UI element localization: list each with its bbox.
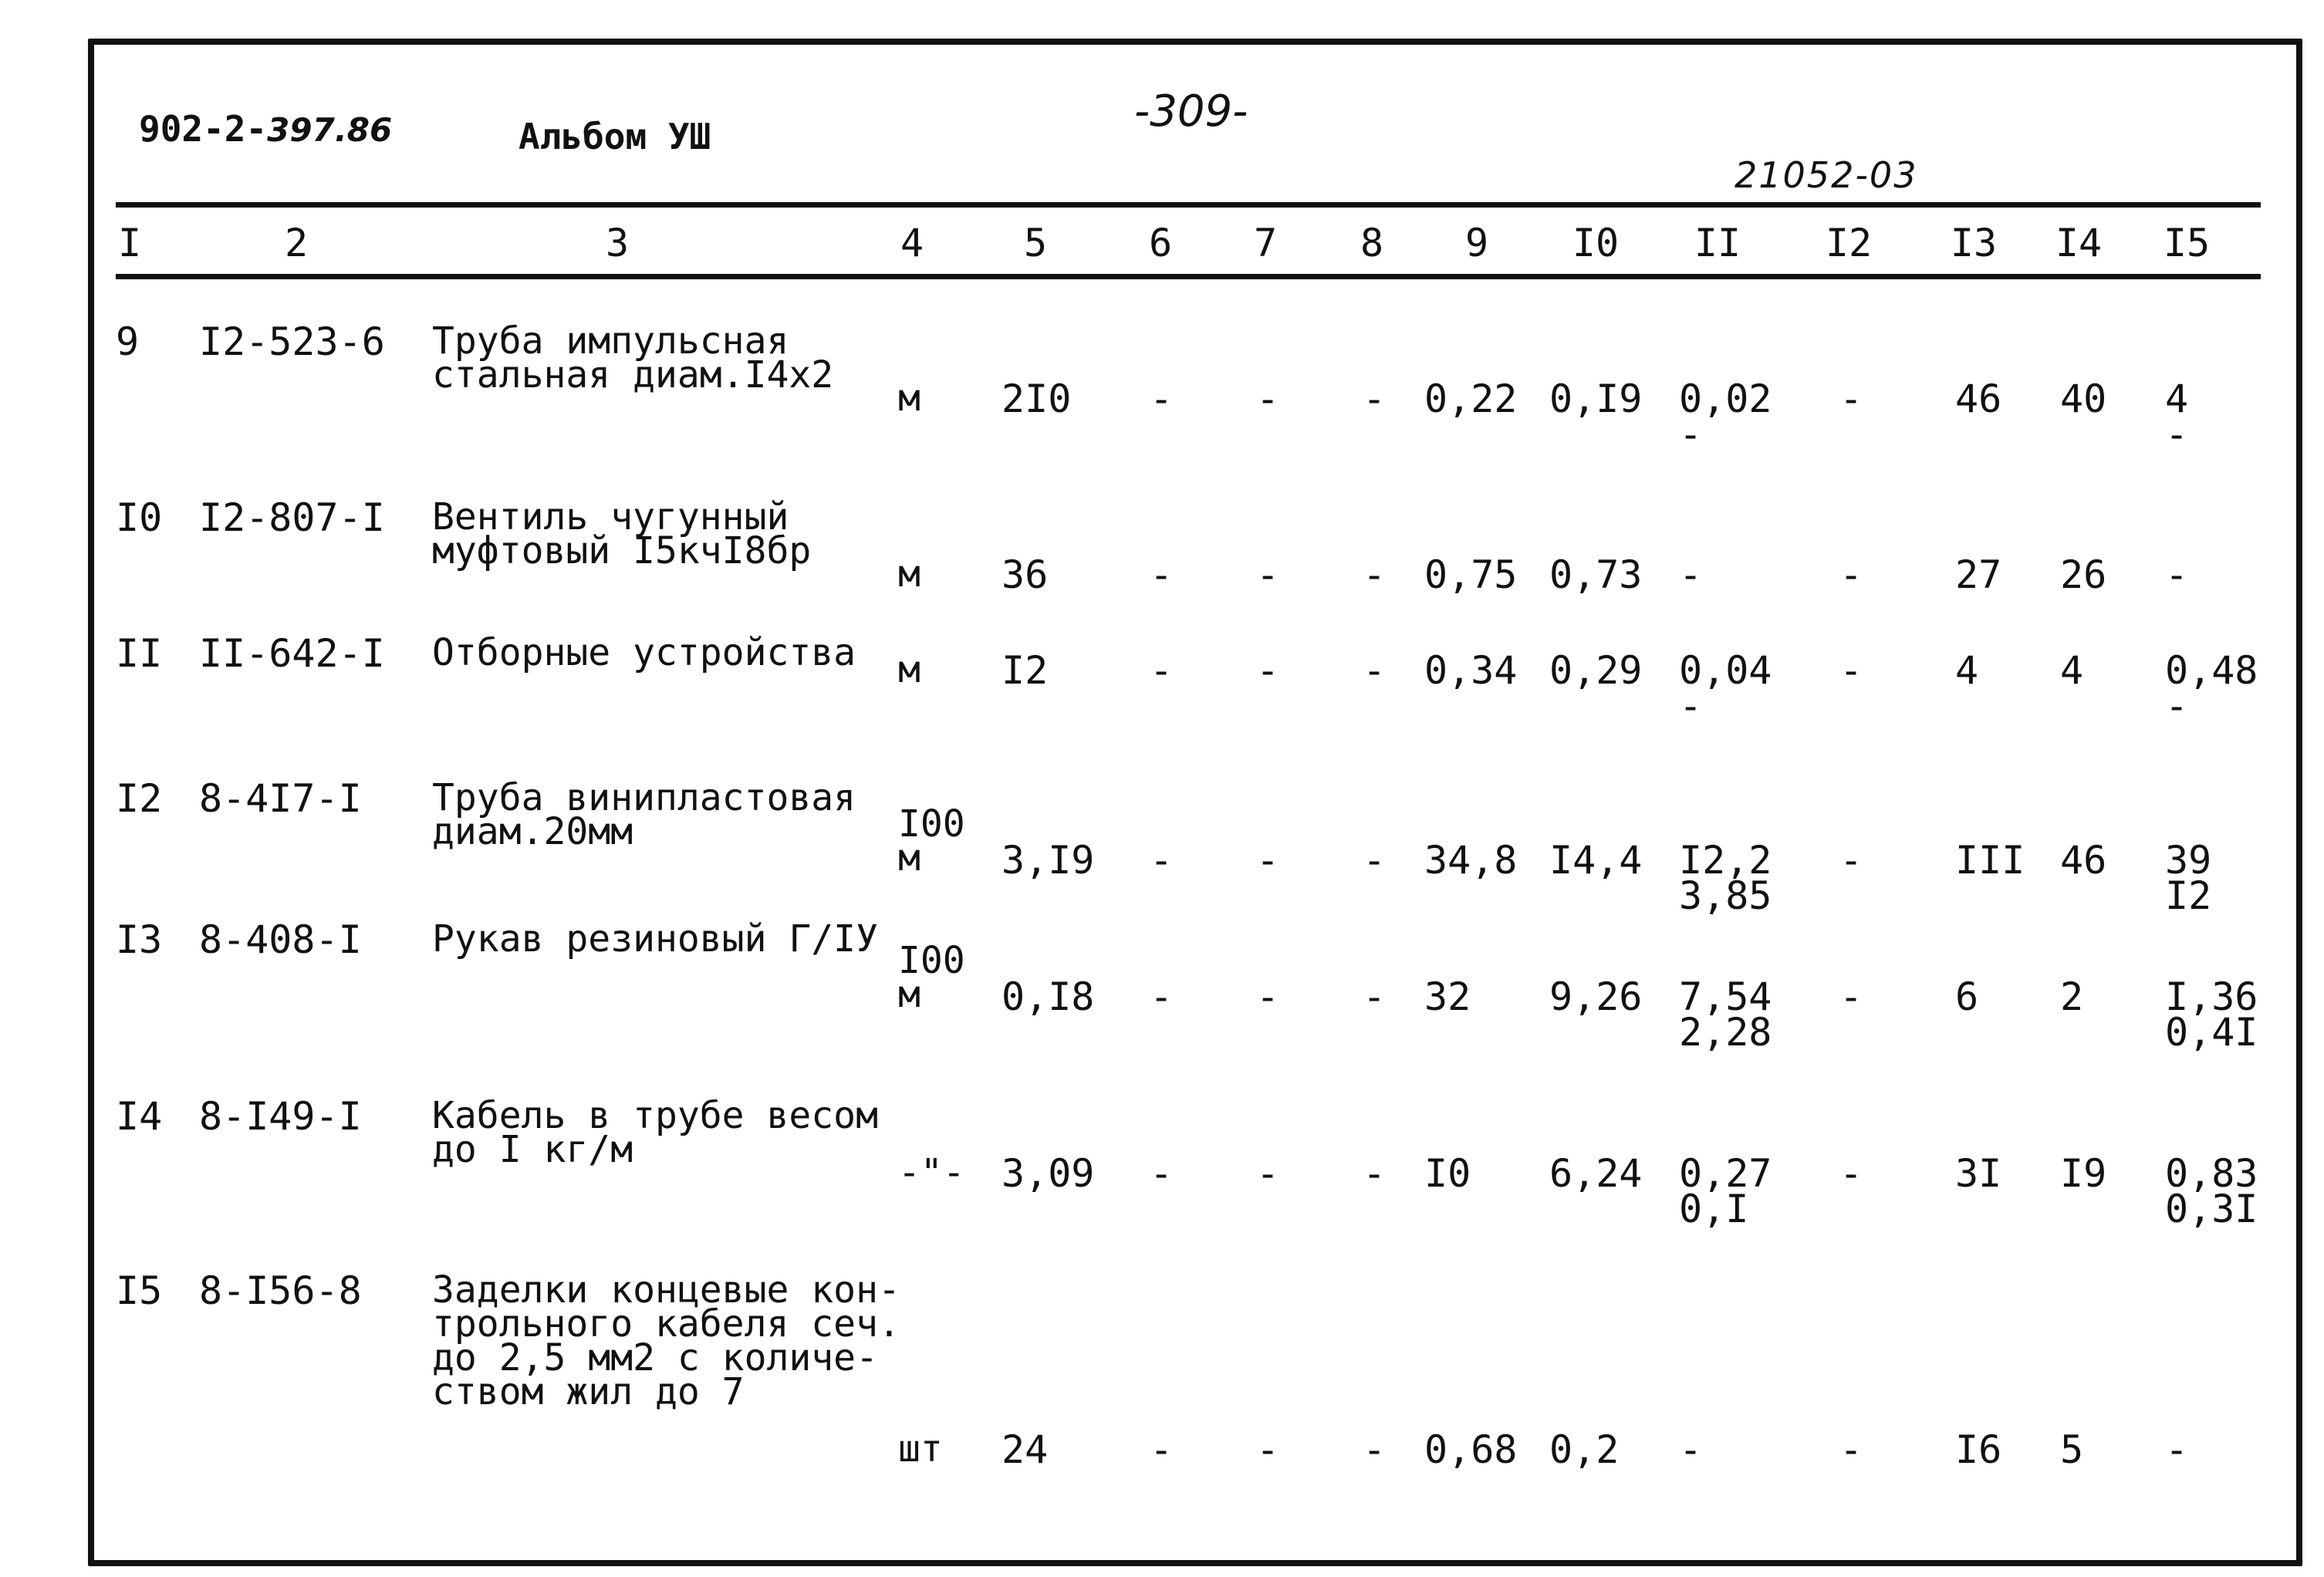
col-7: - xyxy=(1256,1427,1280,1472)
column-number-11: II xyxy=(1694,221,1741,265)
unit: -"- xyxy=(898,1151,965,1194)
col-14: 26 xyxy=(2060,552,2107,597)
col-12: - xyxy=(1839,974,1863,1019)
col-9: 0,34 xyxy=(1424,648,1518,693)
col-11 xyxy=(1679,1151,1772,1231)
col-12: - xyxy=(1839,838,1863,883)
work-description: Кабель в трубе весом до I кг/м xyxy=(432,1094,878,1171)
col-9: 32 xyxy=(1424,974,1471,1019)
col-11 xyxy=(1679,1427,1703,1472)
col-8: - xyxy=(1363,1151,1387,1196)
col-11-line-1: 0,04 xyxy=(1679,648,1772,693)
work-description: Труба импульсная стальная диам.I4x2 xyxy=(432,319,834,397)
col-9: 0,75 xyxy=(1424,552,1518,597)
col-6: - xyxy=(1150,974,1174,1019)
header-rule-bottom xyxy=(116,274,2261,279)
col-11-line-2: 2,28 xyxy=(1679,1010,1772,1055)
row-number: I5 xyxy=(116,1268,163,1313)
col-11-line-1: 7,54 xyxy=(1679,974,1772,1019)
rate-code: 8-4I7-I xyxy=(199,776,362,821)
column-number-1: I xyxy=(117,221,142,265)
col-9: I0 xyxy=(1424,1151,1471,1196)
quantity: 36 xyxy=(1002,552,1049,597)
col-6: - xyxy=(1150,1427,1174,1472)
col-7: - xyxy=(1256,974,1280,1019)
col-6: - xyxy=(1150,377,1174,421)
rate-code: II-642-I xyxy=(199,631,385,676)
col-8: - xyxy=(1363,552,1387,597)
header-rule-top xyxy=(116,202,2261,208)
column-number-5: 5 xyxy=(1023,221,1048,265)
col-11-line-1: - xyxy=(1679,552,1703,597)
col-12: - xyxy=(1839,1427,1863,1472)
col-15-line-2: 0,3I xyxy=(2165,1187,2258,1231)
unit: I00 м xyxy=(898,802,965,880)
document-code-handwritten: 397.86 xyxy=(267,111,393,149)
col-10: 9,26 xyxy=(1549,974,1643,1019)
col-15 xyxy=(2165,1151,2258,1231)
col-12: - xyxy=(1839,377,1863,421)
col-15-line-1: 4 xyxy=(2165,377,2189,421)
col-15-line-2: I2 xyxy=(2165,873,2212,918)
quantity: 3,09 xyxy=(1002,1151,1095,1196)
col-15 xyxy=(2165,552,2189,597)
col-7: - xyxy=(1256,377,1280,421)
page-number: -309- xyxy=(1134,86,1248,137)
col-7: - xyxy=(1256,838,1280,883)
col-14: 5 xyxy=(2060,1427,2084,1472)
col-15 xyxy=(2165,838,2212,918)
column-number-4: 4 xyxy=(900,221,924,265)
column-number-9: 9 xyxy=(1464,221,1489,265)
col-9: 0,68 xyxy=(1424,1427,1518,1472)
unit: I00 м xyxy=(898,939,965,1016)
unit: м xyxy=(898,648,920,691)
row-number: I2 xyxy=(116,776,163,821)
sheet-code: 21052-03 xyxy=(1735,154,1918,196)
col-13: 6 xyxy=(1955,974,1979,1019)
quantity: I2 xyxy=(1002,648,1049,693)
col-13: 3I xyxy=(1955,1151,2002,1196)
quantity: 3,I9 xyxy=(1002,838,1095,883)
col-14: 40 xyxy=(2060,377,2107,421)
col-15 xyxy=(2165,377,2189,457)
column-number-7: 7 xyxy=(1253,221,1278,265)
column-number-13: I3 xyxy=(1950,221,1998,265)
col-9: 0,22 xyxy=(1424,377,1518,421)
col-8: - xyxy=(1363,648,1387,693)
column-number-3: 3 xyxy=(605,221,630,265)
quantity: 2I0 xyxy=(1002,377,1072,421)
col-6: - xyxy=(1150,648,1174,693)
row-number: II xyxy=(116,631,163,676)
work-description: Отборные устройства xyxy=(432,631,856,674)
row-number: I4 xyxy=(116,1094,163,1139)
col-15 xyxy=(2165,974,2258,1055)
col-6: - xyxy=(1150,552,1174,597)
col-13: III xyxy=(1955,838,2025,883)
col-11-line-2: - xyxy=(1679,684,1703,728)
row-number: I0 xyxy=(116,495,163,540)
col-11 xyxy=(1679,974,1772,1055)
work-description: Заделки концевые кон- трольного кабеля сеч. до 2,5 мм2 с количе- ством жил до 7 xyxy=(432,1268,900,1413)
col-15 xyxy=(2165,648,2258,728)
column-number-2: 2 xyxy=(284,221,309,265)
column-number-12: I2 xyxy=(1825,221,1873,265)
col-15 xyxy=(2165,1427,2189,1472)
col-11-line-2: 0,I xyxy=(1679,1187,1749,1231)
col-13: 46 xyxy=(1955,377,2002,421)
col-10: 0,I9 xyxy=(1549,377,1643,421)
unit: шт xyxy=(898,1427,943,1471)
work-description: Рукав резиновый Г/IУ xyxy=(432,917,878,961)
col-14: 46 xyxy=(2060,838,2107,883)
col-15-line-1: I,36 xyxy=(2165,974,2258,1019)
work-description: Труба винипластовая диам.20мм xyxy=(432,776,856,853)
col-11 xyxy=(1679,377,1772,457)
col-11-line-1: I2,2 xyxy=(1679,838,1772,883)
col-10: I4,4 xyxy=(1549,838,1643,883)
unit: м xyxy=(898,377,920,420)
col-8: - xyxy=(1363,974,1387,1019)
unit: м xyxy=(898,552,920,596)
col-15-line-1: - xyxy=(2165,552,2189,597)
rate-code: 8-408-I xyxy=(199,917,362,962)
col-11-line-1: 0,02 xyxy=(1679,377,1772,421)
row-number: 9 xyxy=(116,319,140,364)
rate-code: I2-523-6 xyxy=(199,319,385,364)
column-number-6: 6 xyxy=(1148,221,1173,265)
col-8: - xyxy=(1363,377,1387,421)
col-11-line-2: 3,85 xyxy=(1679,873,1772,918)
col-11 xyxy=(1679,838,1772,918)
col-7: - xyxy=(1256,1151,1280,1196)
col-6: - xyxy=(1150,1151,1174,1196)
col-12: - xyxy=(1839,648,1863,693)
col-11-line-1: 0,27 xyxy=(1679,1151,1772,1196)
col-15-line-2: - xyxy=(2165,684,2189,728)
column-number-8: 8 xyxy=(1360,221,1384,265)
rate-code: 8-I56-8 xyxy=(199,1268,362,1313)
col-11-line-1: - xyxy=(1679,1427,1703,1472)
col-10: 0,2 xyxy=(1549,1427,1620,1472)
col-9: 34,8 xyxy=(1424,838,1518,883)
col-14: 2 xyxy=(2060,974,2084,1019)
col-8: - xyxy=(1363,1427,1387,1472)
rate-code: I2-807-I xyxy=(199,495,385,540)
col-11 xyxy=(1679,648,1772,728)
page-frame xyxy=(88,39,2302,1566)
col-7: - xyxy=(1256,648,1280,693)
col-11 xyxy=(1679,552,1703,597)
row-number: I3 xyxy=(116,917,163,962)
col-11-line-2: - xyxy=(1679,412,1703,457)
col-13: 27 xyxy=(1955,552,2002,597)
rate-code: 8-I49-I xyxy=(199,1094,362,1139)
col-15-line-2: - xyxy=(2165,412,2189,457)
col-8: - xyxy=(1363,838,1387,883)
col-14: I9 xyxy=(2060,1151,2107,1196)
col-6: - xyxy=(1150,838,1174,883)
col-13: I6 xyxy=(1955,1427,2002,1472)
column-number-10: I0 xyxy=(1572,221,1620,265)
col-7: - xyxy=(1256,552,1280,597)
column-number-15: I5 xyxy=(2163,221,2211,265)
col-15-line-1: 39 xyxy=(2165,838,2212,883)
document-code-printed: 902-2- xyxy=(139,108,268,150)
album-title: Альбом УШ xyxy=(519,116,711,157)
col-15-line-1: - xyxy=(2165,1427,2189,1472)
col-14: 4 xyxy=(2060,648,2084,693)
col-10: 0,73 xyxy=(1549,552,1643,597)
col-12: - xyxy=(1839,552,1863,597)
col-15-line-2: 0,4I xyxy=(2165,1010,2258,1055)
quantity: 24 xyxy=(1002,1427,1049,1472)
quantity: 0,I8 xyxy=(1002,974,1095,1019)
column-number-14: I4 xyxy=(2055,221,2103,265)
work-description: Вентиль чугунный муфтовый I5кчI8бр xyxy=(432,495,812,572)
col-15-line-1: 0,48 xyxy=(2165,648,2258,693)
col-12: - xyxy=(1839,1151,1863,1196)
col-13: 4 xyxy=(1955,648,1979,693)
col-10: 0,29 xyxy=(1549,648,1643,693)
col-10: 6,24 xyxy=(1549,1151,1643,1196)
col-15-line-1: 0,83 xyxy=(2165,1151,2258,1196)
document-code xyxy=(139,108,392,150)
